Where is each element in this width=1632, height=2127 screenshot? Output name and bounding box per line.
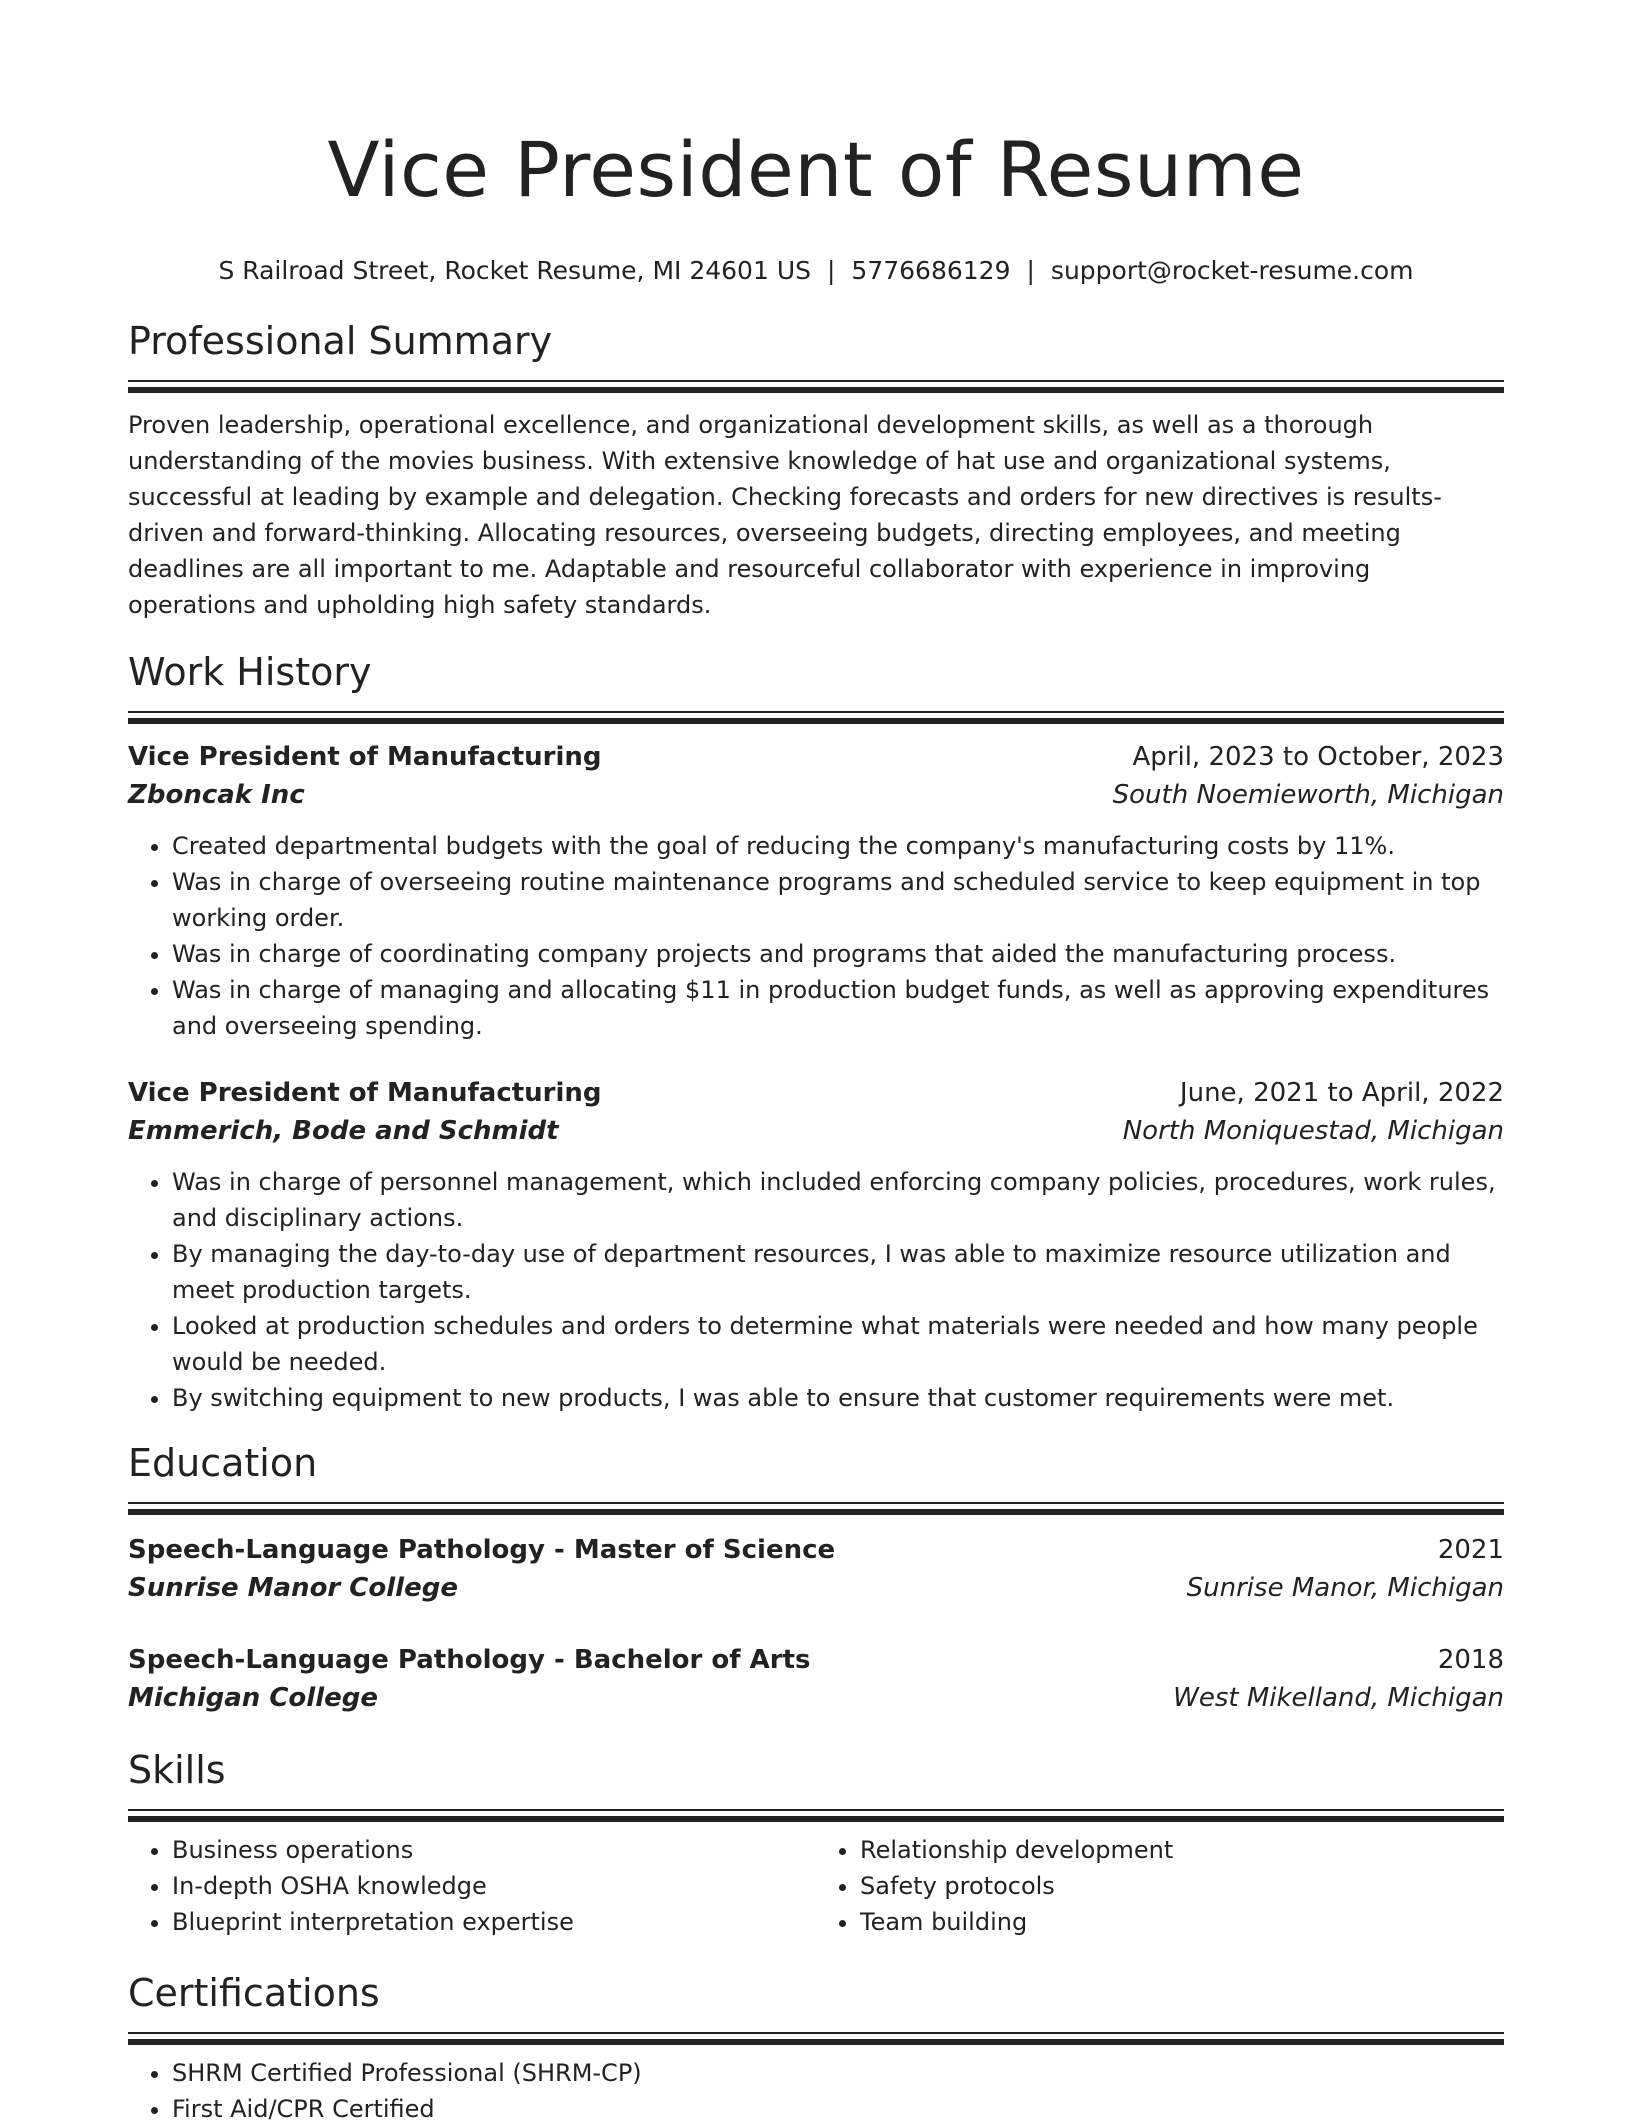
- list-item: • Was in charge of overseeing routine maintenance programs and scheduled service to keep equipment in top working order.: [172, 864, 1504, 936]
- section-divider: [128, 2032, 1504, 2045]
- list-item: • In-depth OSHA knowledge: [172, 1868, 816, 1904]
- contact-line: [128, 254, 1504, 288]
- job-company: Emmerich, Bode and Schmidt: [128, 1116, 559, 1146]
- education-entry: [128, 1641, 1504, 1717]
- education-school: Michigan College: [128, 1683, 378, 1713]
- summary-text: Proven leadership, operational excellence, and organizational development skills, as well as a thorough understanding of the movies business. With extensive knowledge of hat use and organizational systems, successful at leading by example and delegation. Checking forecasts and orders for new directives is results-driven and forward-thinking. Allocating resources, overseeing budgets, directing employees, and meeting deadlines are all important to me. Adaptable and resourceful collaborator with experience in improving operations and upholding high safety standards.: [128, 411, 1442, 619]
- job-bullets: [128, 1164, 1504, 1416]
- skills-column-left: [128, 1832, 816, 1940]
- education-location: West Mikelland, Michigan: [1173, 1683, 1504, 1713]
- list-item: • Blueprint interpretation expertise: [172, 1904, 816, 1940]
- list-item: • Business operations: [172, 1832, 816, 1868]
- job-dates: June, 2021 to April, 2022: [1179, 1078, 1504, 1108]
- list-item: • By managing the day-to-day use of department resources, I was able to maximize resource utilization and meet production targets.: [172, 1236, 1504, 1308]
- section-title-summary: Professional Summary: [128, 319, 553, 363]
- job-title: Vice President of Manufacturing: [128, 742, 602, 772]
- resume-name: Vice President of Resume: [327, 125, 1305, 214]
- job-location: South Noemieworth, Michigan: [1112, 780, 1504, 810]
- list-item: • By switching equipment to new products, I was able to ensure that customer requirements were met.: [172, 1380, 1504, 1416]
- education-year: 2018: [1437, 1645, 1504, 1675]
- skills-section: [128, 1745, 1504, 1940]
- job-entry: [128, 738, 1504, 1044]
- job-company: Zboncak Inc: [128, 780, 305, 810]
- education-section: [128, 1438, 1504, 1717]
- education-degree: Speech-Language Pathology - Bachelor of Arts: [128, 1645, 811, 1675]
- section-title-education: Education: [128, 1441, 318, 1485]
- education-entry: [128, 1531, 1504, 1607]
- section-divider: [128, 380, 1504, 393]
- job-bullets: [128, 828, 1504, 1044]
- section-title-work-history: Work History: [128, 650, 372, 694]
- contact-phone: 5776686129: [851, 256, 1011, 285]
- contact-separator: |: [826, 256, 836, 285]
- list-item: • Team building: [860, 1904, 1504, 1940]
- section-title-certifications: Certifications: [128, 1971, 380, 2015]
- job-location: North Moniquestad, Michigan: [1122, 1116, 1504, 1146]
- work-history-section: [128, 647, 1504, 1416]
- list-item: • Created departmental budgets with the goal of reducing the company's manufacturing costs by 11%.: [172, 828, 1504, 864]
- contact-email[interactable]: support@rocket-resume.com: [1050, 256, 1414, 285]
- education-year: 2021: [1437, 1535, 1504, 1565]
- list-item: • SHRM Certified Professional (SHRM-CP): [172, 2055, 1504, 2091]
- certifications-list: [128, 2055, 1504, 2127]
- list-item: • First Aid/CPR Certified: [172, 2091, 1504, 2127]
- skills-column-right: [816, 1832, 1504, 1940]
- job-entry: [128, 1074, 1504, 1416]
- skills-grid: [128, 1832, 1504, 1940]
- summary-section: [128, 316, 1504, 623]
- section-divider: [128, 1809, 1504, 1822]
- section-title-skills: Skills: [128, 1748, 226, 1792]
- section-divider: [128, 1502, 1504, 1515]
- list-item: • Relationship development: [860, 1832, 1504, 1868]
- education-degree: Speech-Language Pathology - Master of Science: [128, 1535, 836, 1565]
- job-title: Vice President of Manufacturing: [128, 1078, 602, 1108]
- contact-separator: |: [1026, 256, 1035, 285]
- education-location: Sunrise Manor, Michigan: [1186, 1573, 1504, 1603]
- job-dates: April, 2023 to October, 2023: [1132, 742, 1504, 772]
- list-item: • Looked at production schedules and orders to determine what materials were needed and how many people would be needed.: [172, 1308, 1504, 1380]
- list-item: • Was in charge of personnel management, which included enforcing company policies, procedures, work rules, and disciplinary actions.: [172, 1164, 1504, 1236]
- contact-address: S Railroad Street, Rocket Resume, MI 24601 US: [218, 256, 811, 285]
- certifications-section: [128, 1968, 1504, 2127]
- list-item: • Was in charge of coordinating company projects and programs that aided the manufacturing process.: [172, 936, 1504, 972]
- list-item: • Was in charge of managing and allocating $11 in production budget funds, as well as approving expenditures and overseeing spending.: [172, 972, 1504, 1044]
- list-item: • Safety protocols: [860, 1868, 1504, 1904]
- education-school: Sunrise Manor College: [128, 1573, 458, 1603]
- section-divider: [128, 711, 1504, 724]
